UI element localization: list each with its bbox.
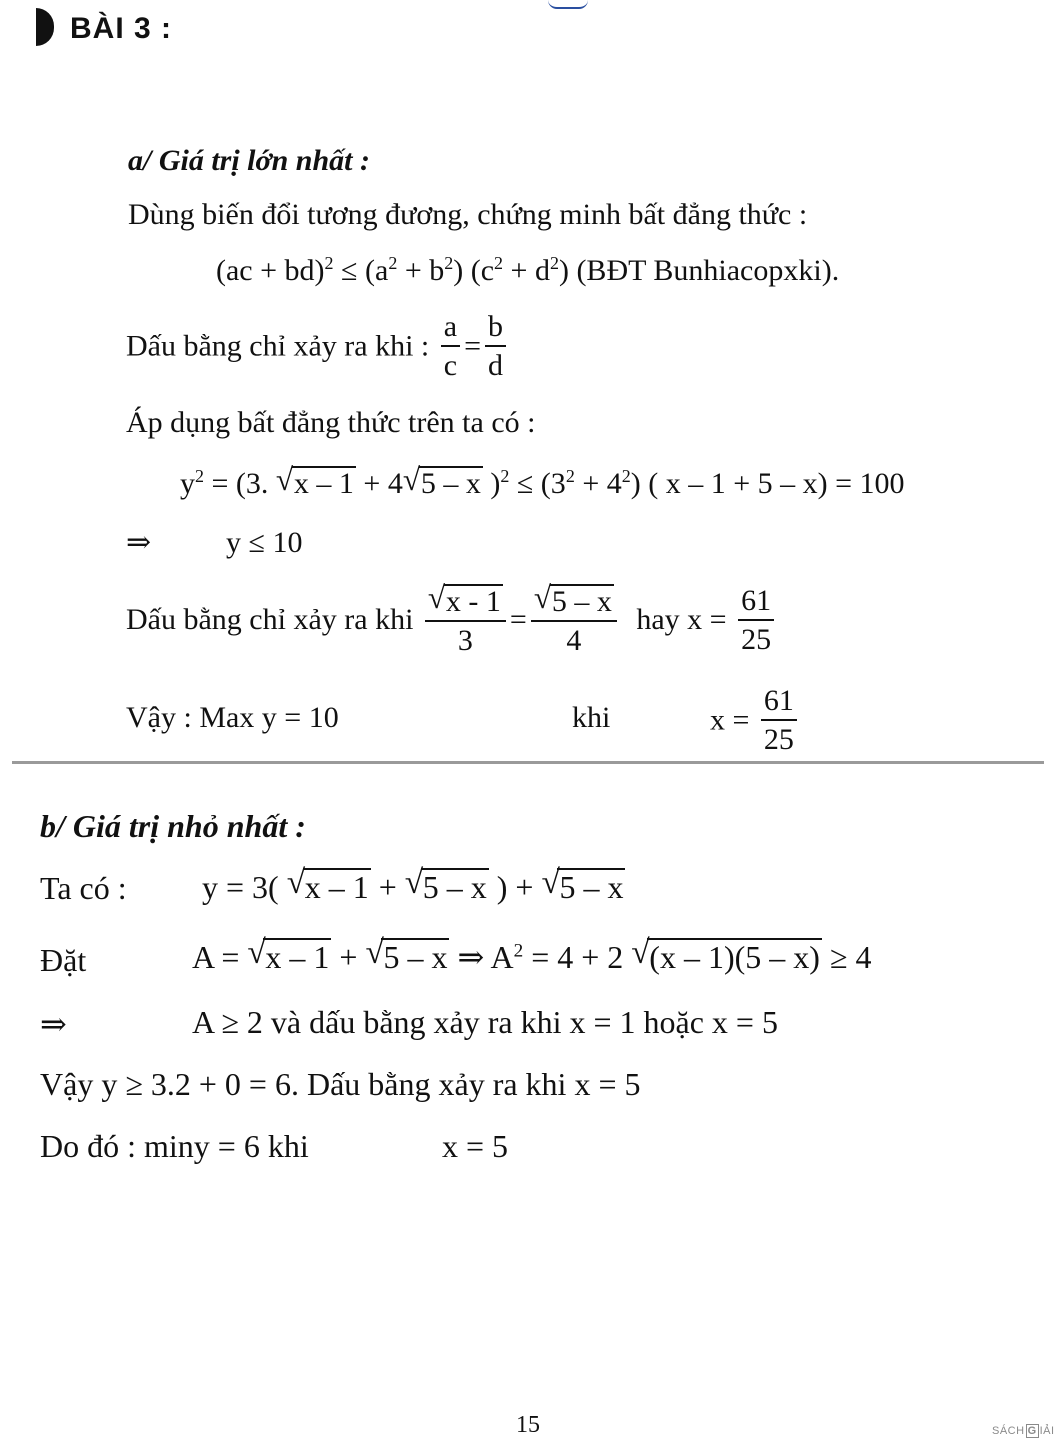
vay-line: Vậy y ≥ 3.2 + 0 = 6. Dấu bằng xảy ra khi x = 5 <box>40 1066 641 1102</box>
exercise-heading: BÀI 3 : <box>70 12 173 45</box>
implies-arrow-1: ⇒ <box>126 526 152 559</box>
dat-label: Đặt <box>40 942 87 978</box>
taco-label: Ta có : <box>40 870 127 906</box>
page-number: 15 <box>516 1412 540 1438</box>
fraction-sqrt-5-x-over-4: √ $\frac{5 - x}{4}$ <box>531 584 617 656</box>
fraction-61-over-25-max: $\frac{61}{25}$ <box>761 686 797 755</box>
equality-condition-2: Dấu bằng chỉ xảy ra khi √ $\frac{x - 1}{3}$ = √ $\frac{5 - x}{4}$ hay x = $\frac{61}{25}$ <box>126 584 778 656</box>
part-b-title: b/ Giá trị nhỏ nhất : <box>40 808 306 844</box>
implies-arrow-2: ⇒ <box>40 1006 67 1042</box>
sqrt-x-minus-1: √ x – 1 <box>278 466 356 499</box>
section-divider <box>12 761 1044 764</box>
fraction-a-over-c: $\frac{a}{c}$ <box>441 312 460 381</box>
apply-text: Áp dụng bất đẳng thức trên ta có : <box>126 406 536 439</box>
max-conclusion: Vậy : Max y = 10 <box>126 701 339 734</box>
y-expression: y = 3( √ x – 1 + √ 5 – x ) + √ 5 – x <box>202 868 625 903</box>
a-definition: A = √ x – 1 + √ 5 – x ⇒ $A^2 = 4 + 2$ √ (x – 1)(5 – x) ≥ 4 <box>192 938 871 973</box>
fraction-b-over-d: $\frac{b}{d}$ <box>485 312 506 381</box>
sachgiai-logo: SÁCH G IẢI <box>992 1425 1055 1437</box>
top-mark <box>548 0 588 9</box>
dodo-line: Do đó : miny = 6 khi <box>40 1128 309 1164</box>
part-a-intro: Dùng biến đổi tương đương, chứng minh bất đẳng thức : <box>128 198 808 231</box>
bunhiacopxki-inequality: $(ac + bd)^2 \le (a^2 + b^2) (c^2 + d^2)$ (BĐT Bunhiacopxki). <box>216 253 840 287</box>
max-x-value: x = $\frac{61}{25}$ <box>710 686 801 755</box>
y-squared-inequality: $y^2 = (3$. √ x – 1 + 4√ 5 – x )$^2 \le (3^2 + 4^2)$ ( x – 1 + 5 – x) = 100 <box>180 466 905 499</box>
fraction-61-over-25: $\frac{61}{25}$ <box>738 586 774 655</box>
fraction-sqrt-x-1-over-3: √ $\frac{x - 1}{3}$ <box>425 584 506 656</box>
y-le-10: y ≤ 10 <box>226 526 303 559</box>
dodo-x: x = 5 <box>442 1128 509 1164</box>
part-a-title: a/ Giá trị lớn nhất : <box>128 144 370 177</box>
max-khi: khi <box>572 701 611 734</box>
sqrt-5-minus-x: √ 5 – x <box>405 466 483 499</box>
heading-bullet-icon <box>36 8 54 46</box>
a-ge-2-line: A ≥ 2 và dấu bằng xảy ra khi x = 1 hoặc x = 5 <box>192 1004 778 1040</box>
equality-condition-1: Dấu bằng chỉ xảy ra khi : $\frac{a}{c}$ = $\frac{b}{d}$ <box>126 312 510 381</box>
